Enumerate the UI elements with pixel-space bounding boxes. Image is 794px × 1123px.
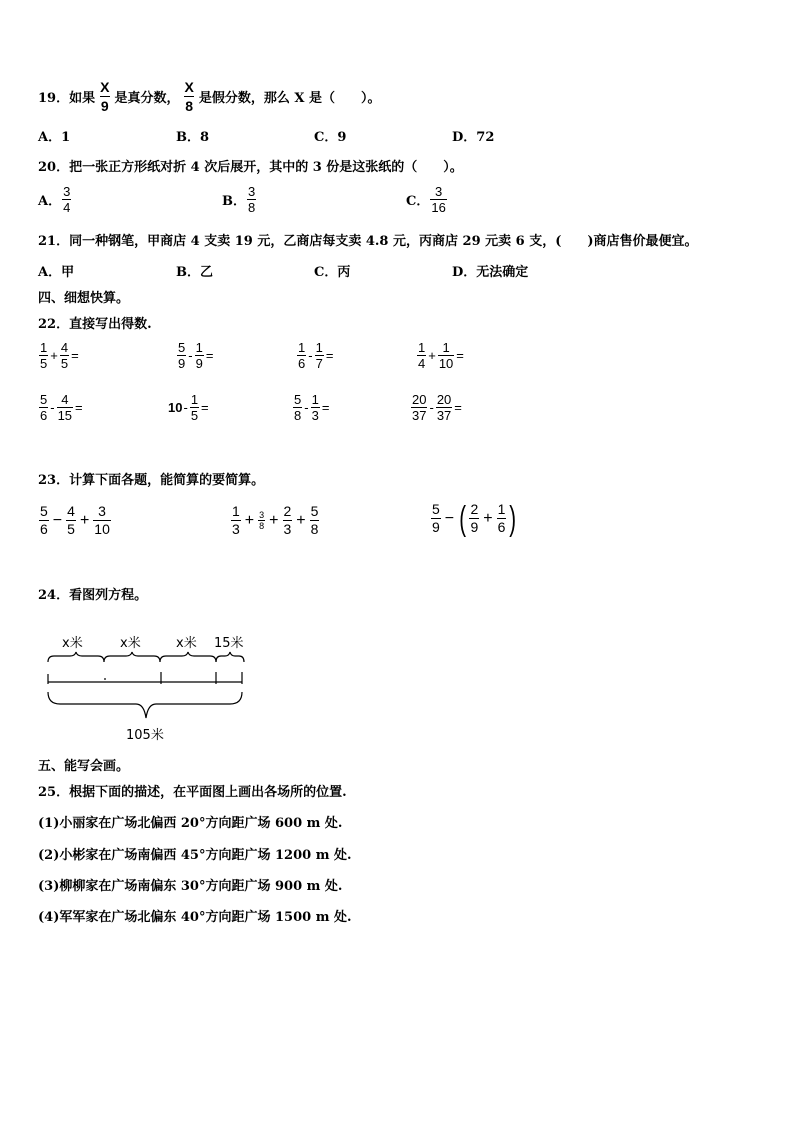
q20-option-c[interactable]: C． $\frac{3}{16}$ — [406, 184, 446, 215]
question-22: 22．直接写出得数. — [38, 317, 152, 332]
q21-option-b[interactable]: B．乙 — [176, 265, 213, 280]
segment-label-2: x米 — [120, 636, 141, 651]
q25-item-2: (2)小彬家在广场南偏西 45°方向距广场 1200 m 处. — [38, 848, 352, 863]
q22-item-1: $\frac{1}{5}$ + $\frac{4}{5}$ = — [40, 340, 79, 371]
q23-expression-2: $\frac{1}{3}$ + $\frac{3}{8}$ + $\frac{2}{3}$ + $\frac{5}{8}$ — [232, 503, 319, 537]
segment-label-3: x米 — [176, 636, 197, 651]
q22-item-5: $\frac{5}{6}$ - $\frac{4}{15}$ = — [40, 392, 83, 423]
q22-item-8: $\frac{20}{37}$ - $\frac{20}{37}$ = — [412, 392, 462, 423]
segment-label-4: 15米 — [214, 636, 244, 651]
question-25: 25．根据下面的描述，在平面图上画出各场所的位置. — [38, 785, 347, 800]
question-19-number: 19． — [38, 91, 70, 106]
question-21: 21．同一种钢笔，甲商店 4 支卖 19 元，乙商店每支卖 4.8 元，丙商店 29 元卖 6 支，( )商店售价最便宜。 — [38, 234, 698, 249]
fraction-x-over-8: $\frac{X}{8}$ — [184, 79, 194, 114]
q20-option-b[interactable]: B． $\frac{3}{8}$ — [222, 184, 256, 215]
q25-item-4: (4)军军家在广场北偏东 40°方向距广场 1500 m 处. — [38, 910, 352, 925]
q20-option-a[interactable]: A． $\frac{3}{4}$ — [38, 184, 71, 215]
question-19-pre: 如果 — [69, 91, 96, 106]
q19-option-b[interactable]: B．8 — [176, 130, 210, 145]
segment-diagram — [40, 626, 260, 746]
q22-item-3: $\frac{1}{6}$ - $\frac{1}{7}$ = — [298, 340, 334, 371]
section-5-heading: 五、能写会画。 — [38, 759, 130, 774]
question-24: 24．看图列方程。 — [38, 588, 148, 603]
question-19-post: 是假分数，那么 X 是（ ）。 — [198, 91, 381, 106]
section-4-heading: 四、细想快算。 — [38, 291, 130, 306]
question-20: 20．把一张正方形纸对折 4 次后展开，其中的 3 份是这张纸的（ ）。 — [38, 160, 463, 175]
q19-option-c[interactable]: C．9 — [314, 130, 347, 145]
q21-option-d[interactable]: D．无法确定 — [452, 265, 529, 280]
q22-item-7: $\frac{5}{8}$ - $\frac{1}{3}$ = — [294, 392, 330, 423]
total-length-label: 105米 — [126, 728, 164, 743]
q22-item-2: $\frac{5}{9}$ - $\frac{1}{9}$ = — [178, 340, 214, 371]
q22-item-6: 10 - $\frac{1}{5}$ = — [168, 392, 209, 423]
question-19 — [38, 78, 380, 115]
q22-item-4: $\frac{1}{4}$ + $\frac{1}{10}$ = — [418, 340, 464, 371]
q23-expression-1: $\frac{5}{6}$ − $\frac{4}{5}$ + $\frac{3}{10}$ — [40, 503, 110, 537]
q19-option-d[interactable]: D．72 — [452, 130, 495, 145]
q19-option-a[interactable]: A．1 — [38, 130, 71, 145]
q23-expression-3: $\frac{5}{9}$ − ( $\frac{2}{9}$ + $\frac{1}{6}$ ) — [432, 499, 517, 538]
q21-option-c[interactable]: C．丙 — [314, 265, 351, 280]
q21-option-a[interactable]: A．甲 — [38, 265, 75, 280]
q25-item-3: (3)柳柳家在广场南偏东 30°方向距广场 900 m 处. — [38, 879, 343, 894]
segment-label-1: x米 — [62, 636, 83, 651]
question-19-mid: 是真分数， — [114, 91, 180, 106]
left-parenthesis: ( — [459, 499, 467, 538]
fraction-x-over-9: $\frac{X}{9}$ — [100, 79, 110, 114]
right-parenthesis: ) — [509, 499, 517, 538]
q25-item-1: (1)小丽家在广场北偏西 20°方向距广场 600 m 处. — [38, 816, 343, 831]
question-23: 23．计算下面各题，能简算的要简算。 — [38, 473, 265, 488]
